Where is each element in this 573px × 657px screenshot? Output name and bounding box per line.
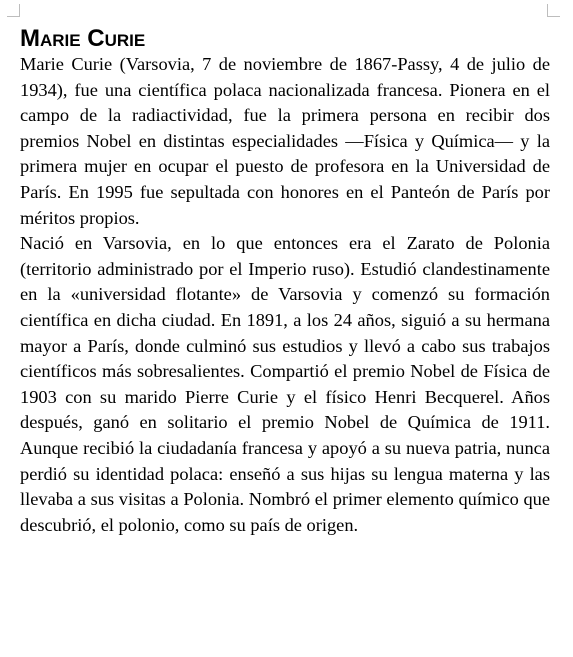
page-margin-corner-top-left: [7, 4, 20, 17]
paragraph-1[interactable]: Marie Curie (Varsovia, 7 de noviembre de 1867-Passy, 4 de julio de 1934), fue una científica polaca nacionalizada francesa. Pionera en el campo de la radiactividad, fue la primera persona en recibir dos premios Nobel en distintas especialidades —Física y Química— y la primera mujer en ocupar el puesto de profesora en la Universidad de París. En 1995 fue sepultada con honores en el Panteón de París por méritos propios.: [20, 54, 550, 228]
paragraph-2[interactable]: Nació en Varsovia, en lo que entonces era el Zarato de Polonia (territorio administrado por el Imperio ruso). Estudió clandestinamente en la «universidad flotante» de Varsovia y comenzó su formación científica en dicha ciudad. En 1891, a los 24 años, siguió a su hermana mayor a París, donde culminó sus estudios y llevó a cabo sus trabajos científicos más sobresalientes. Compartió el premio Nobel de Física de 1903 con su marido Pierre Curie y el físico Henri Becquerel. Años después, ganó en solitario el premio Nobel de Química de 1911. Aunque recibió la ciudadanía francesa y apoyó a su nueva patria, nunca perdió su identidad polaca: enseñó a sus hijas su lengua materna y las llevaba a sus visitas a Polonia. Nombró el primer elemento químico que descubrió, el polonio, como su país de origen.: [20, 233, 550, 535]
page-margin-corner-top-right: [547, 4, 560, 17]
document-title[interactable]: Marie Curie: [20, 25, 146, 52]
document-body[interactable]: [20, 25, 550, 538]
